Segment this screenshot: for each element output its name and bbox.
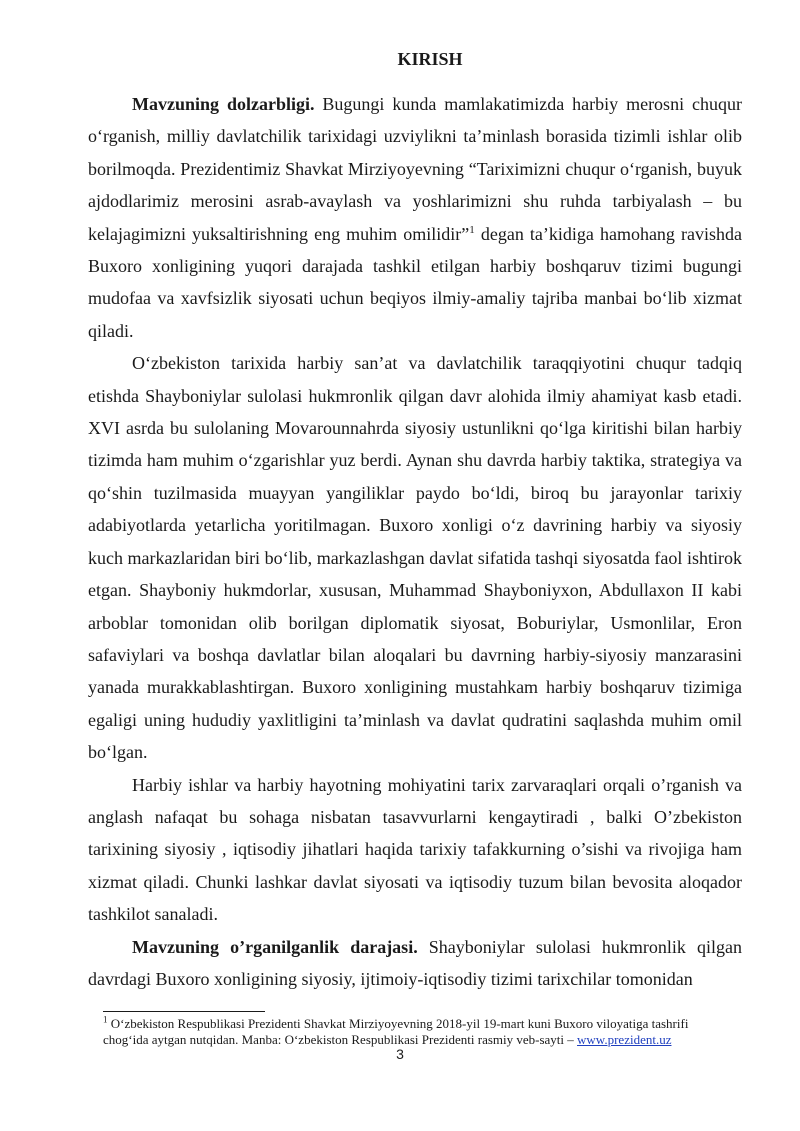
paragraph-history: O‘zbekiston tarixida harbiy san’at va davlatchilik taraqqiyotini chuqur tadqiq etishda Shayboniylar sulolasi hukmronlik qilgan davr alohida ilmiy ahamiyat kasb etadi. XVI asrda bu sulolaning Movarounnahrda siyosiy ustunlikni qo‘lga kiritishi bilan harbiy tizimda ham muhim o‘zgarishlar yuz berdi. Aynan shu davrda harbiy taktika, strategiya va qo‘shin tuzilmasida muayyan yangiliklar paydo bo‘ldi, biroq bu jarayonlar tarixiy adabiyotlarda yetarlicha yoritilmagan. Buxoro xonligi o‘z davrining harbiy va siyosiy kuch markazlaridan biri bo‘lib, markazlashgan davlat sifatida tashqi siyosatda faol ishtirok etgan. Shayboniy hukmdorlar, xususan, Muhammad Shayboniyxon, Abdullaxon II kabi arboblar tomonidan olib borilgan diplomatik siyosat, Boburiylar, Usmonlilar, Eron safaviylari va boshqa davlatlar bilan aloqalari bu davrning harbiy-siyosiy manzarasini yanada murakkablashtirgan. Buxoro xonligining mustahkam harbiy boshqaruv tizimiga egaligi uning hududiy yaxlitligini ta’minlash va davlat qudratini saqlashda muhim omil bo‘lgan. <box>88 353 742 763</box>
paragraph-military-affairs: Harbiy ishlar va harbiy hayotning mohiyatini tarix zarvaraqlari orqali o’rganish va anglash nafaqat bu sohaga nisbatan tasavvurlarni kengaytiradi , balki O’zbekiston tarixining siyosiy , iqtisodiy jihatlari haqida tarixiy tafakkurning o’sishi va rivojiga ham xizmat qiladi. Chunki lashkar davlat siyosati va iqtisodiy tuzum bilan bevosita aloqador tashkilot sanaladi. <box>88 774 742 925</box>
study-level-heading: Mavzuning o’rganilganlik darajasi. <box>132 936 418 957</box>
footnote-link[interactable]: www.prezident.uz <box>577 1032 672 1047</box>
paragraph-study-level <box>88 931 742 996</box>
footnote-number: 1 <box>103 1014 108 1025</box>
relevance-text-b: degan ta’kidiga hamohang ravishda Buxoro xonligining yuqori darajada tashkil etilgan harbiy boshqaruv tizimi bugungi mudofaa va xavfsizlik siyosati uchun beqiyos ilmiy-amaliy tajriba manbai bo‘lib xizmat qiladi. <box>88 223 742 341</box>
footnote-reference[interactable]: 1 <box>469 223 475 236</box>
page-title: KIRISH <box>397 49 463 69</box>
relevance-text-a: Bugungi kunda mamlakatimizda harbiy merosni chuqur o‘rganish, milliy davlatchilik tarixidagi uzviylikni ta’minlash borasida tizimli ishlar olib borilmoqda. Prezidentimiz Shavkat Mirziyoyevning “Tariximizni chuqur o‘rganish, buyuk ajdodlarimiz merosini asrab-avaylash va yoshlarimizni shu ruhda tarbiyalash – bu kelajagimizni yuksaltirishning eng muhim omilidir” <box>88 94 742 244</box>
footnote-separator <box>103 1011 265 1012</box>
relevance-heading: Mavzuning dolzarbligi. <box>132 94 315 114</box>
study-level-text: Shayboniylar sulolasi hukmronlik qilgan davrdagi Buxoro xonligining siyosiy, ijtimoiy-iqtisodiy tizimi tarixchilar tomonidan <box>88 936 743 989</box>
footnote-text: O‘zbekiston Respublikasi Prezidenti Shavkat Mirziyoyevning 2018-yil 19-mart kuni Buxoro viloyatiga tashrifi chog‘ida aytgan nutqidan. Manba: O‘zbekiston Respublikasi Prezidenti rasmiy veb-sayti – <box>103 1016 689 1047</box>
paragraph-relevance <box>88 88 742 347</box>
footnote <box>103 1016 703 1048</box>
page-number: 3 <box>396 1046 404 1062</box>
